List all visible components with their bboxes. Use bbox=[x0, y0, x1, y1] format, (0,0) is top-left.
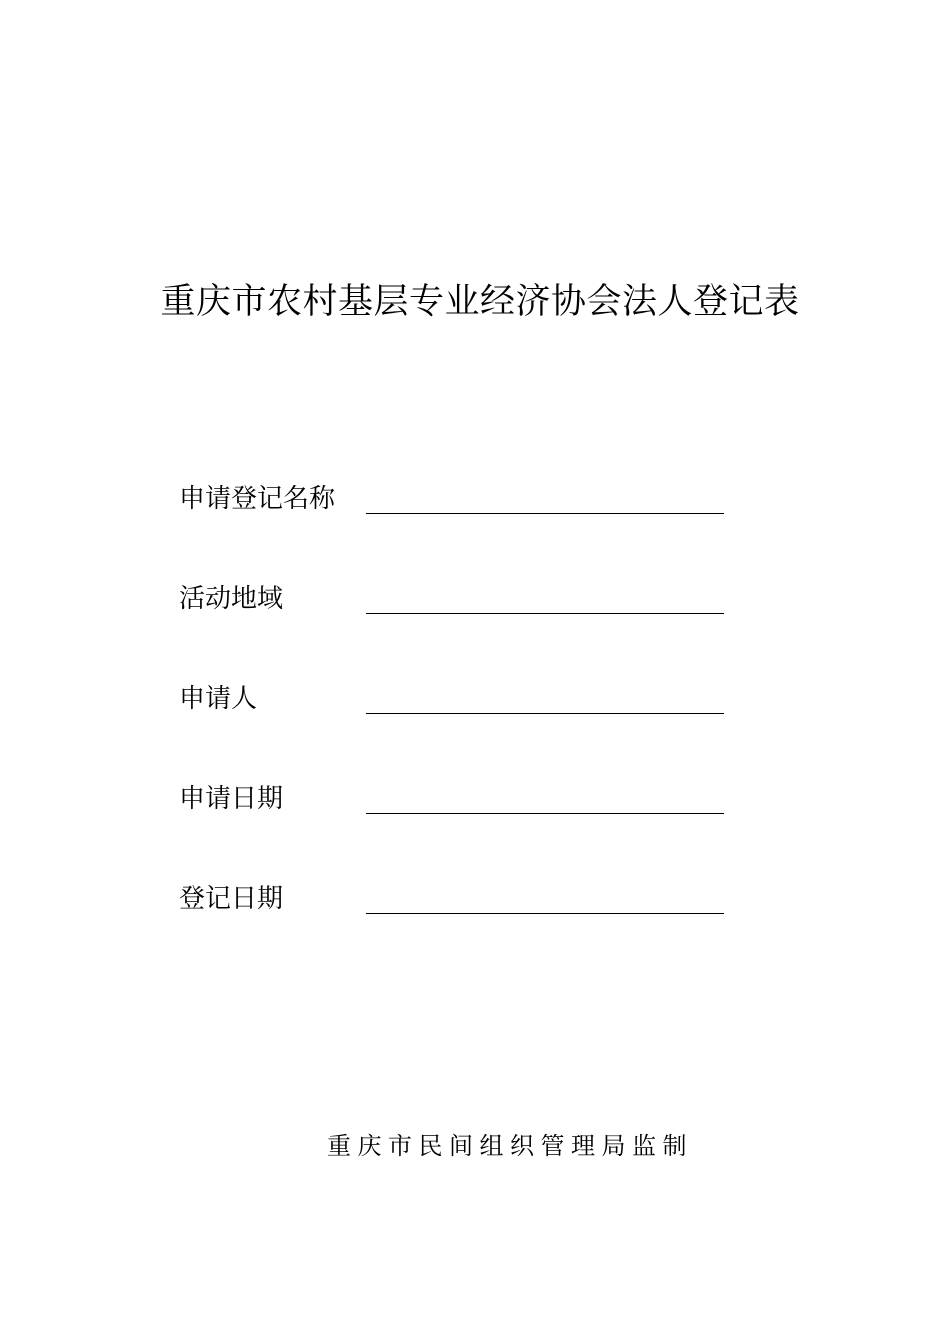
field-row-activity-region bbox=[179, 580, 739, 680]
registration-fields bbox=[179, 480, 739, 980]
field-label-registration-date: 登记日期 bbox=[179, 884, 284, 914]
field-blank-activity-region[interactable] bbox=[366, 613, 724, 614]
issuing-authority: 重庆市民间组织管理局监制 bbox=[327, 1132, 693, 1160]
form-title: 重庆市农村基层专业经济协会法人登记表 bbox=[160, 282, 800, 322]
field-label-activity-region: 活动地域 bbox=[179, 584, 284, 614]
field-blank-applicant[interactable] bbox=[366, 713, 724, 714]
field-blank-application-date[interactable] bbox=[366, 813, 724, 814]
field-label-applicant: 申请人 bbox=[179, 684, 258, 714]
field-row-registration-date bbox=[179, 880, 739, 980]
field-row-applicant bbox=[179, 680, 739, 780]
field-row-registered-name bbox=[179, 480, 739, 580]
field-blank-registration-date[interactable] bbox=[366, 913, 724, 914]
field-label-registered-name: 申请登记名称 bbox=[179, 484, 336, 514]
field-label-application-date: 申请日期 bbox=[179, 784, 284, 814]
field-row-application-date bbox=[179, 780, 739, 880]
field-blank-registered-name[interactable] bbox=[366, 513, 724, 514]
